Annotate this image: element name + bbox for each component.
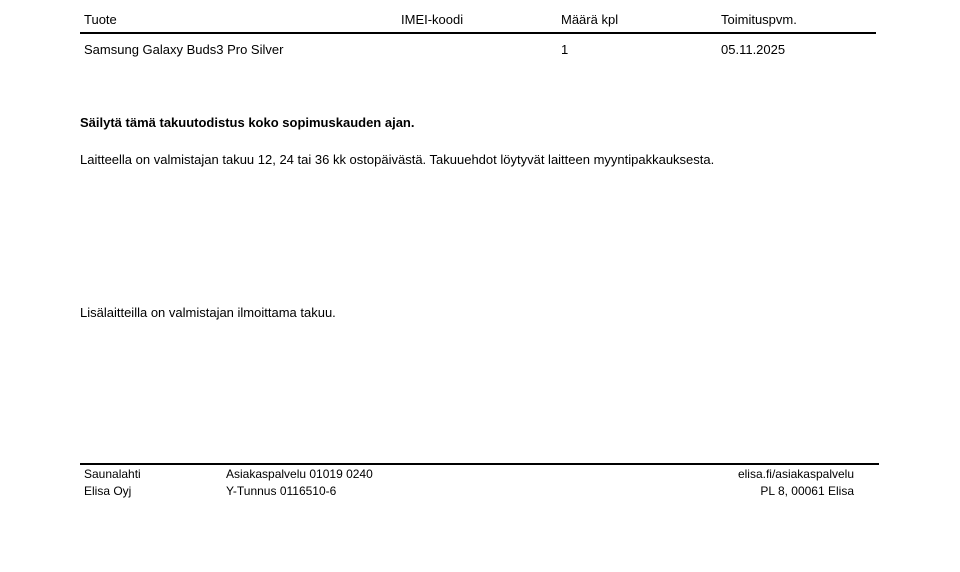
accessory-warranty-text: Lisälaitteilla on valmistajan ilmoittama takuu.	[80, 305, 336, 320]
keep-certificate-notice: Säilytä tämä takuutodistus koko sopimuskauden ajan.	[80, 115, 415, 130]
manufacturer-warranty-text: Laitteella on valmistajan takuu 12, 24 tai 36 kk ostopäivästä. Takuuehdot löytyvät laitteen myyntipakkauksesta.	[80, 152, 715, 167]
footer-divider	[80, 463, 879, 465]
column-header-quantity: Määrä kpl	[561, 12, 619, 27]
column-header-delivery-date: Toimituspvm.	[721, 12, 797, 27]
footer-company: Elisa Oyj	[84, 484, 132, 498]
cell-quantity: 1	[561, 42, 569, 57]
table-header-divider	[80, 32, 876, 34]
footer-business-id: Y-Tunnus 0116510-6	[226, 484, 337, 498]
footer-brand: Saunalahti	[84, 467, 141, 481]
footer-service-phone: Asiakaspalvelu 01019 0240	[226, 467, 373, 481]
column-header-imei: IMEI-koodi	[401, 12, 464, 27]
footer-service-url: elisa.fi/asiakaspalvelu	[737, 467, 854, 481]
column-header-product: Tuote	[84, 12, 117, 27]
cell-delivery-date: 05.11.2025	[721, 42, 786, 57]
footer-address: PL 8, 00061 Elisa	[760, 484, 854, 498]
cell-product: Samsung Galaxy Buds3 Pro Silver	[84, 42, 284, 57]
